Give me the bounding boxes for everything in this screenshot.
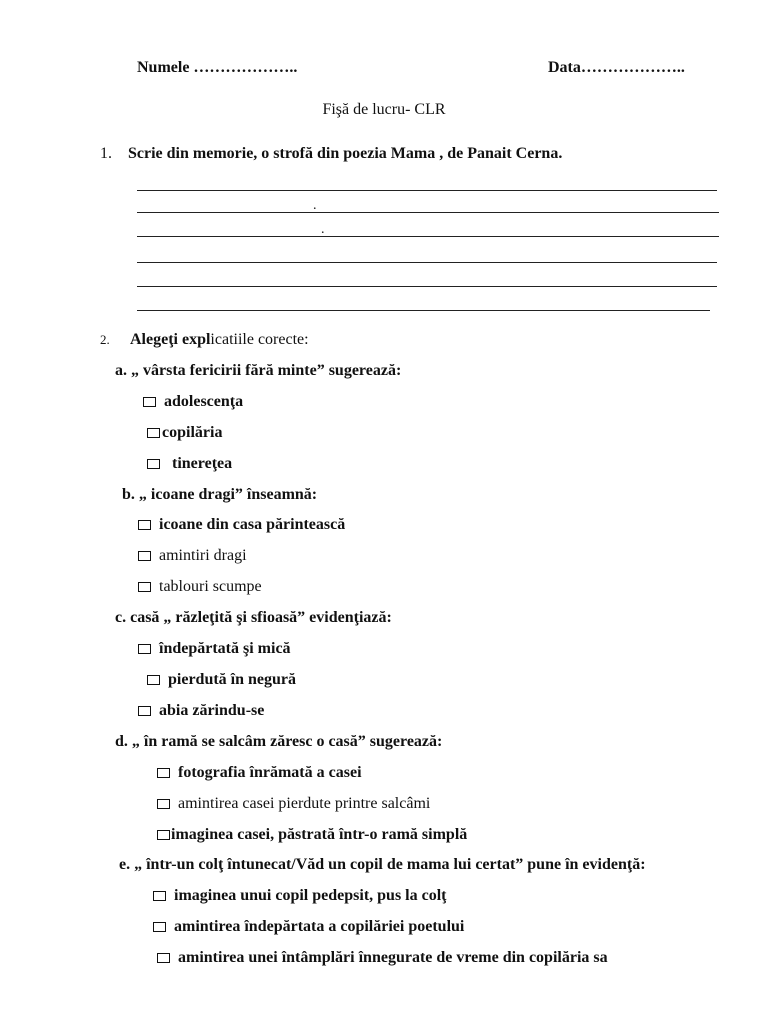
option-label: imaginea unui copil pedepsit, pus la colţ xyxy=(174,887,447,904)
answer-line-dot: . xyxy=(313,198,317,213)
checkbox[interactable] xyxy=(157,768,170,778)
checkbox[interactable] xyxy=(147,428,160,438)
subquestion-c: c. casă „ răzleţită şi sfioasă” evidenţiază: xyxy=(115,609,392,626)
option-a2[interactable] xyxy=(147,423,222,443)
answer-line[interactable] xyxy=(137,310,710,311)
checkbox[interactable] xyxy=(138,551,151,561)
answer-line[interactable] xyxy=(137,222,719,237)
checkbox[interactable] xyxy=(147,459,160,469)
checkbox[interactable] xyxy=(143,397,156,407)
option-a1[interactable] xyxy=(143,392,243,412)
option-c1[interactable] xyxy=(138,639,291,659)
answer-line[interactable] xyxy=(137,286,717,287)
checkbox[interactable] xyxy=(147,675,160,685)
option-label: imaginea casei, păstrată într-o ramă simplă xyxy=(171,826,468,843)
option-d1[interactable] xyxy=(157,763,362,783)
question-1-text: Scrie din memorie, o strofă din poezia Mama , de Panait Cerna. xyxy=(128,145,563,162)
answer-line[interactable] xyxy=(137,190,717,191)
option-e2[interactable] xyxy=(153,917,464,937)
date-field-label: Data……………….. xyxy=(548,59,685,76)
option-b3[interactable] xyxy=(138,577,262,597)
checkbox[interactable] xyxy=(153,922,166,932)
option-label: amintirea casei pierdute printre salcâmi xyxy=(178,795,431,812)
option-label: pierdută în negură xyxy=(168,671,297,688)
checkbox[interactable] xyxy=(138,582,151,592)
option-b2[interactable] xyxy=(138,546,247,566)
checkbox[interactable] xyxy=(157,953,170,963)
answer-line[interactable] xyxy=(137,262,717,263)
option-d3[interactable] xyxy=(157,825,467,845)
checkbox[interactable] xyxy=(138,644,151,654)
option-b1[interactable] xyxy=(138,515,345,535)
option-label: tablouri scumpe xyxy=(159,578,262,595)
checkbox[interactable] xyxy=(157,830,170,840)
option-label: amintirea îndepărtata a copilăriei poetului xyxy=(174,918,465,935)
option-c3[interactable] xyxy=(138,701,264,721)
subquestion-e: e. „ într-un colţ întunecat/Văd un copil de mama lui certat” pune în evidenţă: xyxy=(119,856,646,873)
option-label: adolescenţa xyxy=(164,393,244,410)
option-a3[interactable] xyxy=(147,454,232,474)
question-2-lead-bold: Alegeţi expl xyxy=(130,331,211,348)
option-label: abia zărindu-se xyxy=(159,702,265,719)
option-e3[interactable] xyxy=(157,948,608,968)
option-label: îndepărtată şi mică xyxy=(159,640,291,657)
option-e1[interactable] xyxy=(153,886,447,906)
subquestion-a: a. „ vârsta fericirii fără minte” sugerează: xyxy=(115,362,402,379)
option-label: icoane din casa părintească xyxy=(159,516,346,533)
subquestion-d: d. „ în ramă se salcâm zăresc o casă” sugerează: xyxy=(115,733,443,750)
checkbox[interactable] xyxy=(138,706,151,716)
subquestion-b: b. „ icoane dragi” înseamnă: xyxy=(122,486,318,503)
question-1-number: 1. xyxy=(100,145,112,162)
answer-line[interactable] xyxy=(137,198,719,213)
option-label: copilăria xyxy=(162,424,223,441)
question-2-number: 2. xyxy=(100,332,110,347)
checkbox[interactable] xyxy=(157,799,170,809)
option-label: fotografia înrămată a casei xyxy=(178,764,362,781)
option-label: amintiri dragi xyxy=(159,547,247,564)
option-label: tinereţea xyxy=(172,455,233,472)
option-d2[interactable] xyxy=(157,794,430,814)
page-title: Fişă de lucru- CLR xyxy=(322,101,446,118)
question-2-lead-rest: icatiile corecte: xyxy=(210,331,309,348)
checkbox[interactable] xyxy=(153,891,166,901)
answer-line-dot: . xyxy=(321,222,325,237)
name-field-label: Numele ……………….. xyxy=(137,59,298,76)
option-label: amintirea unei întâmplări înnegurate de vreme din copilăria sa xyxy=(178,949,608,966)
checkbox[interactable] xyxy=(138,520,151,530)
option-c2[interactable] xyxy=(147,670,296,690)
question-1 xyxy=(100,144,562,164)
question-2 xyxy=(100,330,309,350)
